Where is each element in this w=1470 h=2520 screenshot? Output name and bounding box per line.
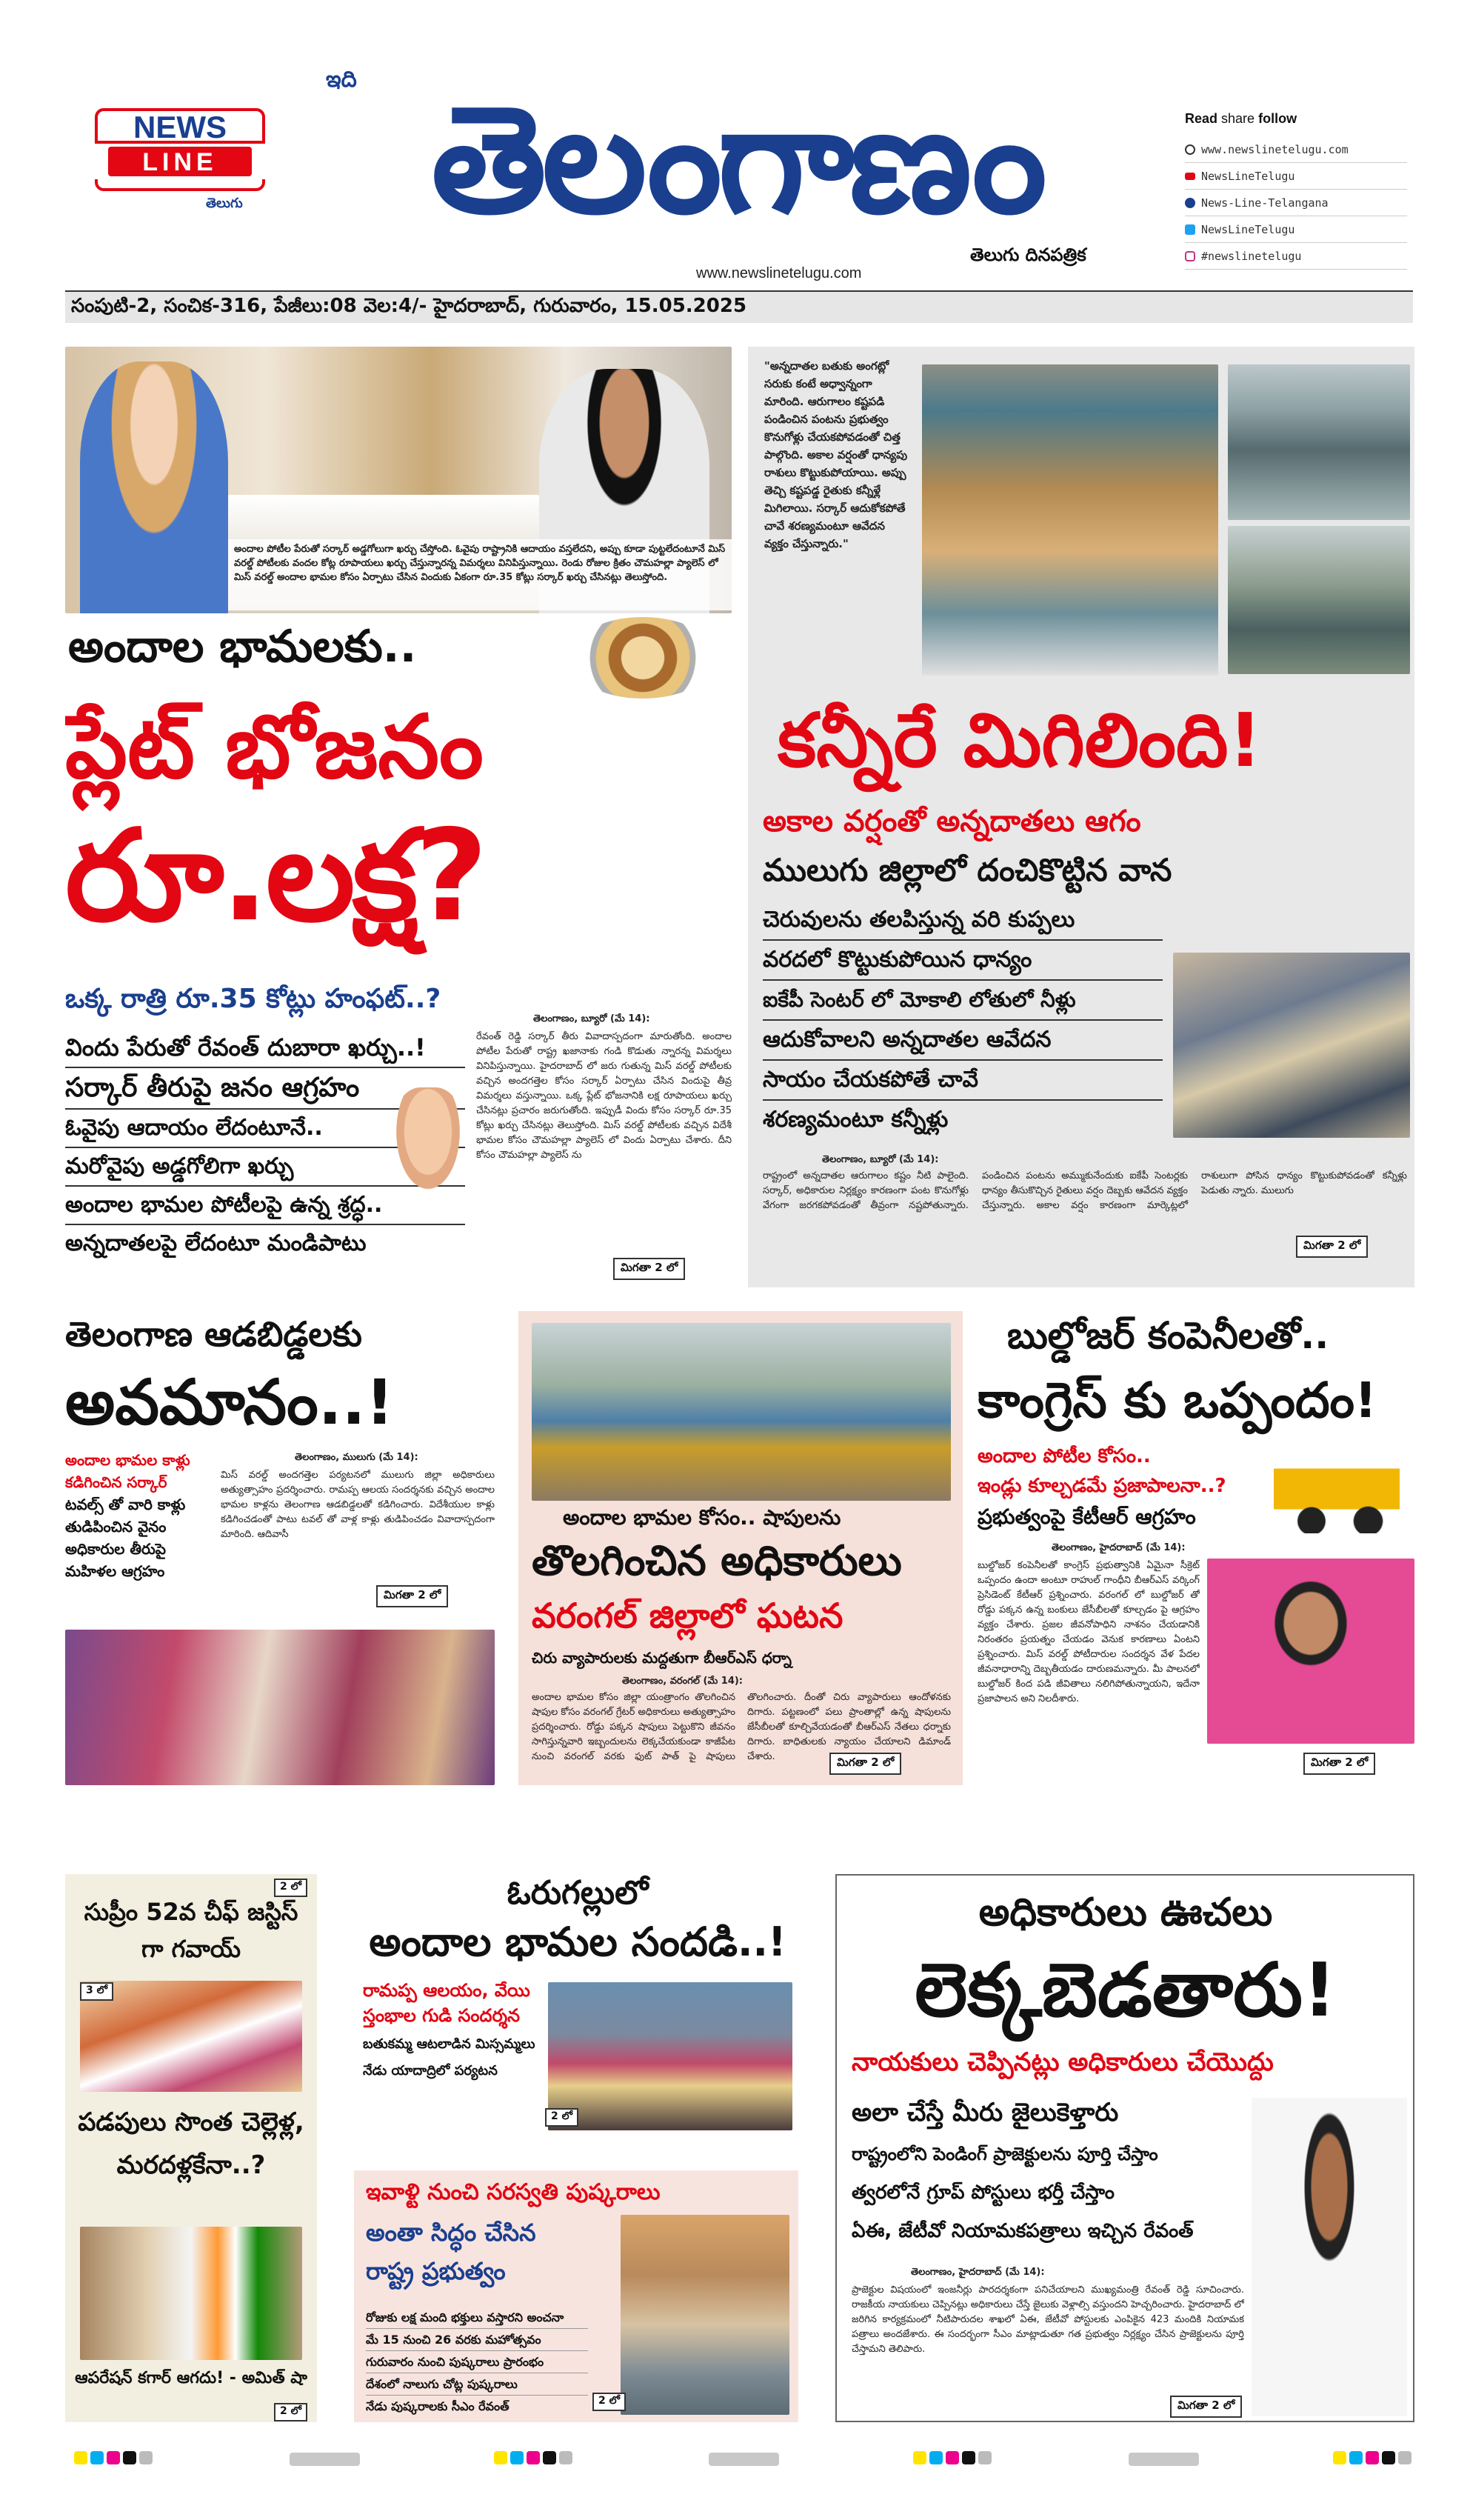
flooded-grain-photo <box>922 364 1218 676</box>
story9-points <box>852 2090 1252 2261</box>
story2-point: ఆదుకోవాలని అన్నదాతల ఆవేదన <box>763 1021 1163 1061</box>
brand-line: LINE <box>142 148 218 176</box>
story5-continued[interactable]: మిగతా 2 లో <box>1303 1753 1375 1775</box>
paper-title: తెలంగాణం <box>431 74 1043 247</box>
story5-points <box>978 1441 1274 1538</box>
story2-deck1: అకాల వర్షంతో అన్నదాతలు ఆగం <box>763 804 1141 839</box>
story2-quote: "అన్నదాతల బతుకు అంగట్లో సరుకు కంటే అధ్వాన్నంగా మారింది. ఆరుగాలం కష్టపడి పండించిన పంటను ప్రభుత్వం కొనుగోళ్లు చేయకపోవడంతో చిత్త పాల్గొంది. అకాల వర్షంతో ధాన్యపు రాశులు కొట్టుకుపోయాయి. అప్పు తెచ్చి కష్టపడ్డ రైతుకు కన్నీళ్లే మిగిలాయి. సర్కార్ ఆదుకోకపోతే చావే శరణ్యమంటూ ఆవేదన వ్యక్తం చేస్తున్నారు." <box>764 359 908 550</box>
color-swatch-group <box>1333 2451 1414 2467</box>
twitter-icon <box>1185 224 1195 235</box>
story1-bullet: విందు పేరుతో రేవంత్ దుబారా ఖర్చు..! <box>65 1028 465 1068</box>
story4-body: అందాల భామల కోసం జిల్లా యంత్రాంగం తొలగించిన షాపుల కోసం వరంగల్ గ్రేటర్ అధికారులు అత్యుత్సాహం ప్రదర్శించారు. రోడ్డు పక్కన షాపులు పెట్టుకొని జీవనం సాగిస్తున్నవారి ఇబ్బందులను లెక్కచేయకుండా కాజీపేట నుంచి వరంగల్ వరకు ఫుట్ పాత్ పై షాపులు తొలగించారు. దీంతో చిరు వ్యాపారులు ఆందోళనకు దిగారు. పట్టణంలో పలు ప్రాంతాల్లో ఉన్న షాపులను జేసీబీలతో కూల్చివేయడంతో బీఆర్ఎస్ నేతలు ధర్నాకు దిగారు. బాధితులకు న్యాయం చేయాలని డిమాండ్ చేశారు. <box>532 1692 951 1762</box>
story3-point: అందాల భామల కాళ్లు కడిగించిన సర్కార్ <box>65 1451 190 1491</box>
story8-sub: అంతా సిద్ధం చేసిన రాష్ట్ర ప్రభుత్వం <box>366 2219 536 2285</box>
story2-point: చెరువులను తలపిస్తున్న వరి కుప్పలు <box>763 901 1163 941</box>
story2-point: ఐకేపీ సెంటర్ లో మోకాలి లోతులో నీళ్లు <box>763 981 1163 1021</box>
bulldozer-photo <box>532 1323 951 1501</box>
globe-icon <box>1185 144 1195 155</box>
social-row[interactable] <box>1185 190 1407 216</box>
story6-headline2: పడపులు సొంత చెల్లెళ్ల, మరదళ్లకేనా..? <box>78 2107 304 2180</box>
website: www.newslinetelugu.com <box>696 265 862 281</box>
gray-bar <box>290 2453 360 2466</box>
gray-bar <box>709 2453 779 2466</box>
flood-water-photo <box>1228 526 1410 674</box>
facebook-icon <box>1185 198 1195 208</box>
story8-point: మే 15 నుంచి 26 వరకు మహోత్సవం <box>366 2329 588 2351</box>
story1-body: రేవంత్ రెడ్డి సర్కార్ తీరు వివాదాస్పదంగా మారుతోంది. అందాల పోటీల పేరుతో రాష్ట్ర ఖజానాకు గండి కొడుతు న్నారన్న విమర్శలు వినిపిస్తున్నాయి. హైదరాబాద్ లో జరు గుతున్న మిస్ వరల్డ్ పోటీలకు వచ్చిన అందగత్తెల కోసం సర్కార్ ఏర్పాటు చేసిన విందుపై తీవ్ర విమర్శలు వస్తున్నాయి. ఒక్క ప్లేట్ భోజనానికి లక్ష రూపాయలు ఖర్చు చేసినట్లు ప్రచారం జరుగుతోంది. ఇప్పుడీ విందు కోసం సర్కార్ రూ.35 కోట్లు ఖర్చు చేసినట్లు తెలుస్తోంది. మిస్ వరల్డ్ పోటీలకు వచ్చిన విదేశీ భామల కోసం చౌమహల్లా ప్యాలెస్ లో విందు ఏర్పాటు చేశారు. దీని కోసం చౌమహల్లా ప్యాలెస్ ను <box>476 1031 732 1161</box>
story4-kicker: అందాల భామల కోసం.. షాపులను <box>563 1505 841 1530</box>
amit-shah-photo <box>80 2227 302 2360</box>
story-briefs <box>65 1874 317 2422</box>
story1-bullet: సర్కార్ తీరుపై జనం ఆగ్రహం <box>65 1068 465 1110</box>
river-photo <box>621 2215 789 2415</box>
idi-label: ఇది <box>326 67 357 93</box>
social-text: #newslinetelugu <box>1201 249 1302 263</box>
story4-sub2: చిరు వ్యాపారులకు మద్దతుగా బీఆర్ఎస్ ధర్నా <box>532 1649 792 1667</box>
story2-point: సాయం చేయకపోతే చావే <box>763 1061 1163 1101</box>
story8-point: దేశంలో నాలుగు చోట్ల పుష్కరాలు <box>366 2373 588 2396</box>
story9-body: ప్రాజెక్టుల విషయంలో ఇంజనీర్లు పారదర్శకంగా పనిచేయాలని ముఖ్యమంత్రి రేవంత్ రెడ్డి సూచించారు. రాజకీయ నాయకులు చెప్పినట్లు అధికారులు చేస్తే జైలుకు వెళ్లాల్సి వస్తుందని హెచ్చరించారు. హైదరాబాద్ లో జరిగిన కార్యక్రమంలో నీటిపారుదల శాఖలో ఏఈ, జేటీవో పోస్టులకు ఎంపికైన 423 మందికి నియామక పత్రాలు అందజేశారు. ఈ సందర్భంగా సీఎం మాట్లాడుతూ గత ప్రభుత్వం నిర్లక్ష్యం చేసిన ప్రాజెక్టులను పూర్తి చేస్తామని తెలిపారు. <box>852 2284 1244 2355</box>
feet-washing-photo <box>65 1630 495 1785</box>
revanth-photo <box>1252 2098 1407 2416</box>
social-block <box>1185 111 1414 274</box>
story3-point: అధికారుల తీరుపై మహిళల ఆగ్రహం <box>65 1540 167 1580</box>
story7-point: నేడు యాదాద్రిలో పర్యటన <box>363 2063 498 2079</box>
story-farmers <box>748 347 1414 1287</box>
youtube-icon <box>1185 173 1195 180</box>
color-swatch-group <box>74 2451 156 2467</box>
brand-news: NEWS <box>133 110 227 144</box>
story3-headline: అవమానం..! <box>65 1366 394 1439</box>
story1-bullet: మరోవైపు అడ్డగోలిగా ఖర్చు <box>65 1148 465 1187</box>
story9-point: త్వరలోనే గ్రూప్ పోస్టులు భర్తీ చేస్తాం <box>852 2181 1115 2204</box>
story-pushkaralu <box>354 2170 798 2422</box>
story-shops <box>518 1311 963 1785</box>
photo-person-left <box>80 361 228 613</box>
story3-points <box>65 1449 213 1597</box>
thali-photo <box>569 617 717 699</box>
story7-point: రామప్ప ఆలయం, వేయి స్తంభాల గుడి సందర్శన <box>363 1980 530 2026</box>
story-bulldozer <box>978 1311 1414 1785</box>
gray-bar <box>1129 2453 1199 2466</box>
social-text: www.newslinetelugu.com <box>1201 142 1349 156</box>
story3-continued[interactable]: మిగతా 2 లో <box>376 1585 448 1607</box>
story9-point: అలా చేస్తే మీరు జైలుకెళ్తారు <box>852 2098 1119 2127</box>
story4-dateline: తెలంగాణం, వరంగల్ (మే 14): <box>622 1676 744 1687</box>
story5-body: బుల్డోజర్ కంపెనీలతో కాంగ్రెస్ ప్రభుత్వానికి ఏమైనా సీక్రెట్ ఒప్పందం ఉందా అంటూ రాహుల్ గాంధీని బీఆర్ఎస్ వర్కింగ్ ప్రెసిడెంట్ కేటీఆర్ ప్రశ్నించారు. వరంగల్ లో బుల్డోజర్ తో రోడ్డు పక్కన ఉన్న బంకులు జేసీబీలతో కూల్చడం పై ఆగ్రహం వ్యక్తం చేశారు. ప్రజల జీవనోపాధిని నాశనం చేయడానికి నిరంతరం ప్రయత్నం చేయడం వెనుక కారణాలు ఏంటని ప్రశ్నించారు. మిస్ వరల్డ్ పోటీదారుల సందర్శన వేళ పేదల జీవనాధారాన్ని దెబ్బతీయడం దారుణమన్నారు. మీ పాలనలో బుల్డోజర్ కింద పడి జీవితాలు నలిగిపోతున్నాయని, ఇదేనా ప్రజాపాలన అని నిలదీశారు. <box>978 1560 1200 1704</box>
story9-headline: లెక్కబెడతారు! <box>915 1947 1337 2033</box>
social-follow: follow <box>1258 111 1297 126</box>
story4-headline: తొలగించిన అధికారులు <box>532 1537 902 1585</box>
story1-headline1: ప్లేట్ భోజనం <box>65 696 484 798</box>
story-insult <box>65 1311 495 1785</box>
farmers-photo <box>1228 364 1410 520</box>
social-text: News-Line-Telangana <box>1201 196 1329 210</box>
story8-point: రోజుకు లక్ష మంది భక్తులు వస్తారని అంచనా <box>366 2307 588 2329</box>
story1-dateline: తెలంగాణం, బ్యూరో (మే 14): <box>533 1013 650 1024</box>
story7-headline: అందాల భామల సందడి..! <box>369 1919 786 1965</box>
story8-headline: ఇవాళ్టి నుంచి సరస్వతి పుష్కరాలు <box>366 2179 661 2205</box>
brand-lang: తెలుగు <box>206 196 243 211</box>
story9-continued[interactable]: మిగతా 2 లో <box>1170 2396 1242 2418</box>
story5-point: ప్రభుత్వంపై కేటీఆర్ ఆగ్రహం <box>978 1504 1196 1529</box>
story6-headline3: ఆపరేషన్ కగార్ ఆగదు! - అమిత్ షా <box>75 2369 307 2387</box>
story2-point: శరణ్యమంటూ కన్నీళ్లు <box>763 1107 949 1133</box>
story2-headline: కన్నీరే మిగిలింది! <box>778 697 1263 784</box>
story6-tag3[interactable]: 2 లో <box>274 2403 307 2421</box>
story2-continued[interactable]: మిగతా 2 లో <box>1296 1236 1368 1258</box>
newsline-logo <box>95 108 265 219</box>
story1-continued[interactable]: మిగతా 2 లో <box>613 1258 685 1280</box>
story2-point: వరదలో కొట్టుకుపోయిన ధాన్యం <box>763 941 1163 981</box>
story9-dateline: తెలంగాణం, హైదరాబాద్ (మే 14): <box>911 2267 1045 2278</box>
social-row[interactable] <box>1185 243 1407 270</box>
crossed-fingers-icon <box>391 1087 465 1199</box>
story1-bullet: అన్నదాతలపై లేదంటూ మండిపాటు <box>65 1230 367 1256</box>
masthead <box>0 0 1470 326</box>
story6-tag1[interactable]: 2 లో <box>274 1879 307 1897</box>
officials-photo <box>1173 953 1410 1138</box>
instagram-icon <box>1185 251 1195 261</box>
story2-body: రాష్ట్రంలో అన్నదాతల ఆరుగాలం కష్టం నీటి పాలైంది. సర్కార్, అధికారుల నిర్లక్ష్యం కారణంగా పంట కొనుగోళ్లు వేగంగా జరగకపోవడంతో తీవ్రంగా నష్టపోతున్నారు. పండించిన పంటను అమ్ముకునేందుకు ఐకేపీ సెంటర్లకు ధాన్యం తీసుకొచ్చిన రైతులు వర్షం దెబ్బకు ఆవేదన వ్యక్తం చేస్తున్నారు. అకాల వర్షం కారణంగా మార్కెట్లలో రాశులుగా పోసిన ధాన్యం కొట్టుకుపోవడంతో కన్నీళ్లు పెడుతు న్నారు. ములుగు <box>763 1170 1407 1211</box>
story3-dateline: తెలంగాణం, ములుగు (మే 14): <box>295 1452 418 1463</box>
story9-kicker: అధికారులు ఊచలు <box>978 1890 1273 1935</box>
social-row[interactable] <box>1185 163 1407 190</box>
tagline: తెలుగు దినపత్రిక <box>970 244 1086 265</box>
jcb-icon <box>1274 1452 1400 1533</box>
ktr-photo <box>1207 1559 1414 1744</box>
social-row[interactable] <box>1185 136 1407 163</box>
story5-dateline: తెలంగాణం, హైదరాబాద్ (మే 14): <box>1052 1542 1186 1553</box>
story1-headline2: రూ.లక్ష? <box>65 803 485 950</box>
story1-bullet: అందాల భామల పోటీలపై ఉన్న శ్రద్ధ.. <box>65 1187 465 1225</box>
social-text: NewsLineTelugu <box>1201 169 1295 183</box>
story9-sub: నాయకులు చెప్పినట్లు అధికారులు చేయొద్దు <box>852 2047 1274 2077</box>
color-swatch-group <box>913 2451 995 2467</box>
print-registration-marks <box>74 2452 1414 2467</box>
story8-points <box>366 2307 588 2418</box>
social-read: Read <box>1185 111 1218 126</box>
story1-sub: ఒక్క రాత్రి రూ.35 కోట్లు హంఫట్..? <box>65 984 441 1014</box>
story-officials <box>835 1874 1414 2422</box>
color-swatch-group <box>494 2451 575 2467</box>
story5-point: అందాల పోటీల కోసం.. <box>978 1445 1151 1467</box>
story1-kicker: అందాల భామలకు.. <box>68 621 417 673</box>
social-text: NewsLineTelugu <box>1201 222 1295 236</box>
story2-points <box>763 901 1163 1145</box>
story8-point: నేడు పుష్కరాలకు సీఎం రేవంత్ <box>366 2399 510 2413</box>
beauties-temple-photo <box>548 1982 792 2130</box>
story8-tag[interactable]: 2 లో <box>592 2393 626 2411</box>
story7-kicker: ఓరుగల్లులో <box>507 1874 649 1912</box>
story4-sub: వరంగల్ జిల్లాలో ఘటన <box>532 1596 843 1636</box>
story6-headline1: సుప్రీం 52వ చీఫ్ జస్టిస్ గా గవాయ్ <box>84 1898 298 1963</box>
story-warangal <box>348 1874 807 2141</box>
story2-dateline: తెలంగాణం, బ్యూరో (మే 14): <box>822 1154 939 1165</box>
photo-caption: అందాల పోటీల పేరుతో సర్కార్ అడ్డగోలుగా ఖర్చు చేస్తోంది. ఓవైపు రాష్ట్రానికి ఆదాయం వస్తలేదని, అప్పు కూడా పుట్టలేదంటూనే మిస్ వరల్డ్ పోటీలకు వందల కోట్ల రూపాయలు ఖర్చు చేస్తున్నారన్న విమర్శలు వినిపిస్తున్నాయి. రెండు రోజుల క్రితం చౌమహల్లా ప్యాలెస్ లో మిస్ వరల్డ్ అందాల భామల కోసం ఏర్పాటు చేసిన విందుకు ఏకంగా రూ.35 కోట్లు సర్కార్ ఖర్చు చేసినట్లు తెలుస్తోంది. <box>228 539 732 610</box>
story-plate-meal <box>65 347 732 1287</box>
story5-headline: కాంగ్రెస్ కు ఒప్పందం! <box>978 1372 1377 1429</box>
issue-line: సంపుటి-2, సంచిక-316, పేజీలు:08 వెల:4/- హైదరాబాద్, గురువారం, 15.05.2025 <box>71 295 747 317</box>
story3-kicker: తెలంగాణ ఆడబిడ్డలకు <box>65 1314 362 1354</box>
story7-point: బతుకమ్మ ఆటలాడిన మిస్సమ్మలు <box>363 2036 535 2052</box>
story5-point: ఇండ్లు కూల్చడమే ప్రజాపాలనా..? <box>978 1475 1226 1497</box>
story9-point: రాష్ట్రంలోని పెండింగ్ ప్రాజెక్టులను పూర్తి చేస్తాం <box>852 2144 1158 2164</box>
story9-point: ఏఈ, జేటీవో నియామకపత్రాలు ఇచ్చిన రేవంత్ <box>852 2220 1194 2242</box>
story2-deck2: ములుగు జిల్లాలో దంచికొట్టిన వాన <box>763 852 1172 888</box>
story3-body: మిస్ వరల్డ్ అందగత్తెల పర్యటనలో ములుగు జిల్లా అధికారులు అత్యుత్సాహం ప్రదర్శించారు. రామప్ప ఆలయ సందర్శనకు వచ్చిన అందాల భామల కాళ్లను తెలంగాణ ఆడబిడ్డలతో కడిగించారు. విదేశీయుల కాళ్లు కడిగించడంతో పాటు టవల్ తో వాళ్ల కాళ్లు తుడిపించడం వివాదాస్పదంగా మారింది. ఆదివాసీ <box>221 1470 495 1540</box>
social-row[interactable] <box>1185 216 1407 243</box>
story7-points <box>363 1978 541 2141</box>
social-share: share <box>1221 111 1255 126</box>
story6-tag2[interactable]: 3 లో <box>80 1982 113 2001</box>
story1-bullet: ఓవైపు ఆదాయం లేదంటూనే.. <box>65 1110 465 1148</box>
story3-point: టవల్స్ తో వారి కాళ్లు తుడిపించిన వైనం <box>65 1496 186 1536</box>
story4-continued[interactable]: మిగతా 2 లో <box>829 1753 901 1775</box>
story7-tag[interactable]: 2 లో <box>545 2108 578 2127</box>
story5-kicker: బుల్డోజర్ కంపెనీలతో.. <box>1007 1314 1329 1357</box>
story8-point: గురువారం నుంచి పుష్కరాలు ప్రారంభం <box>366 2351 588 2373</box>
